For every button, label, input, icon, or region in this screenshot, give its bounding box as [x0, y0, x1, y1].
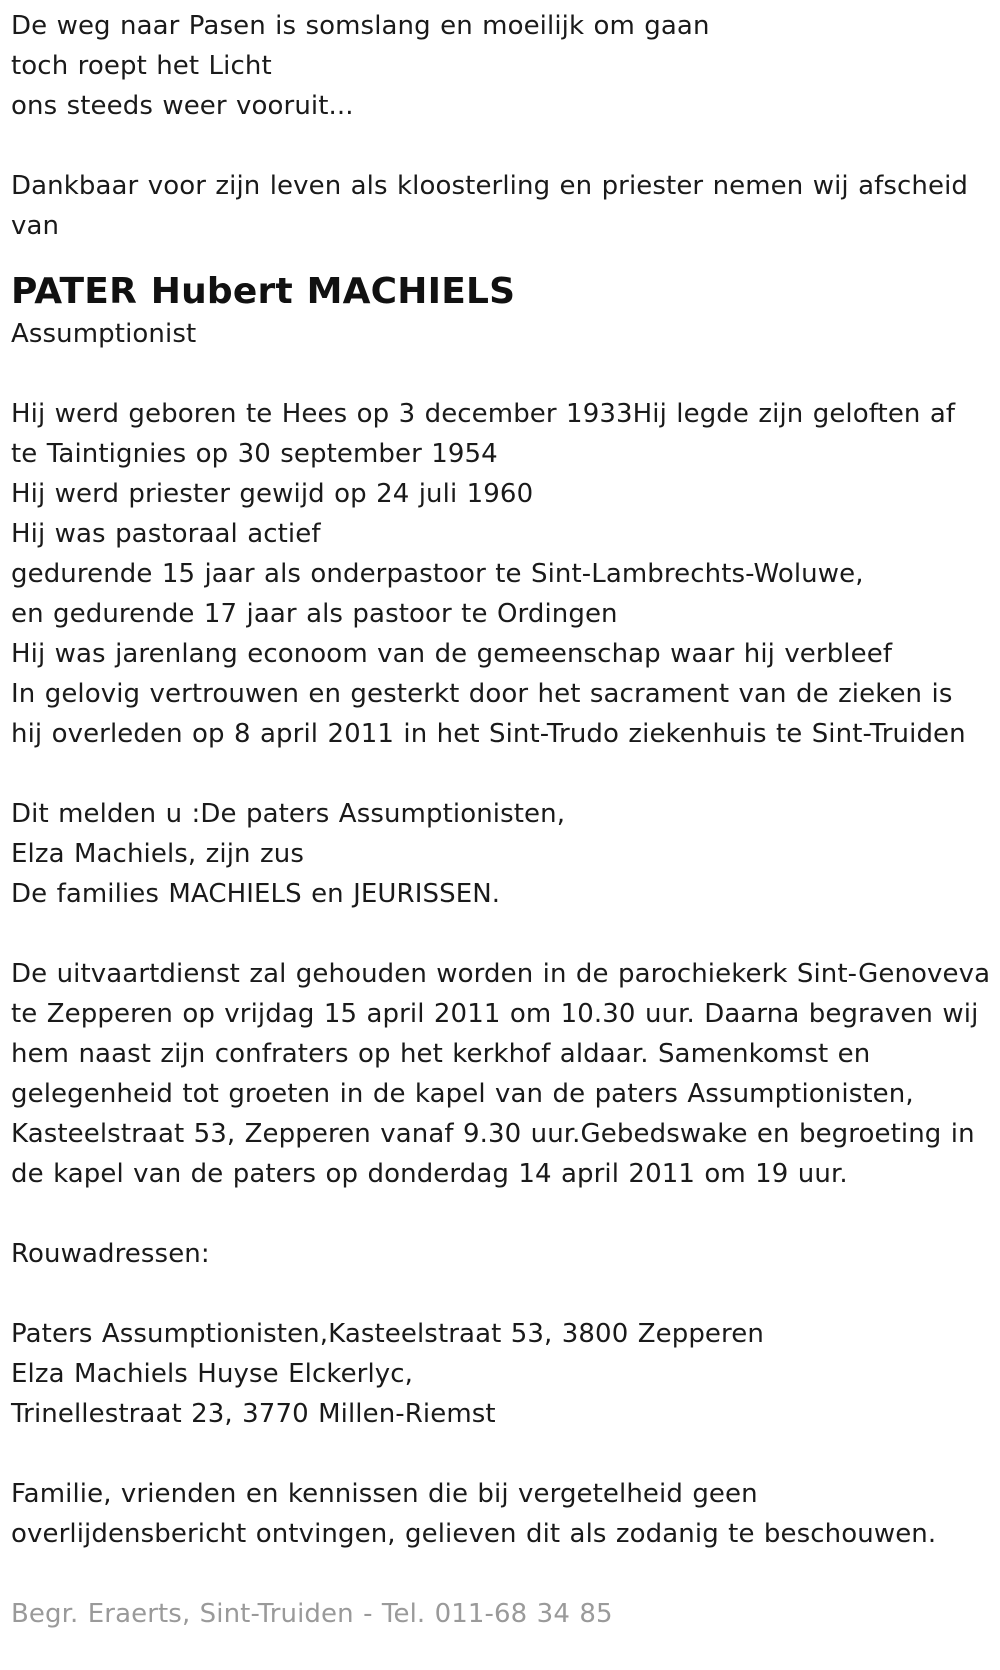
- biography-line: hij overleden op 8 april 2011 in het Sint-Trudo ziekenhuis te Sint-Truiden: [11, 719, 966, 749]
- address-line: Paters Assumptionisten,Kasteelstraat 53, 3800 Zepperen: [11, 1319, 764, 1349]
- biography-line: In gelovig vertrouwen en gesterkt door het sacrament van de zieken is: [11, 679, 953, 709]
- notice-line: Familie, vrienden en kennissen die bij vergetelheid geen: [11, 1479, 758, 1509]
- announcement-line: van: [11, 211, 60, 241]
- condolence-addresses: [11, 1234, 996, 1434]
- mourners-line: Dit melden u :De paters Assumptionisten,: [11, 799, 566, 829]
- funeral-line: gelegenheid tot groeten in de kapel van de paters Assumptionisten,: [11, 1079, 914, 1109]
- intro-line: De weg naar Pasen is somslang en moeilijk om gaan: [11, 11, 710, 41]
- biography-line: Hij werd priester gewijd op 24 juli 1960: [11, 479, 534, 509]
- funeral-home-footer: Begr. Eraerts, Sint-Truiden - Tel. 011-68 34 85: [11, 1599, 613, 1629]
- funeral-line: te Zepperen op vrijdag 15 april 2011 om 10.30 uur. Daarna begraven wij: [11, 999, 979, 1029]
- funeral-line: De uitvaartdienst zal gehouden worden in de parochiekerk Sint-Genoveva: [11, 959, 991, 989]
- notice: [11, 1474, 996, 1554]
- funeral-line: de kapel van de paters op donderdag 14 april 2011 om 19 uur.: [11, 1159, 848, 1189]
- address-line: Trinellestraat 23, 3770 Millen-Riemst: [11, 1399, 496, 1429]
- biography-line: Hij was pastoraal actief: [11, 519, 321, 549]
- spacer: [11, 126, 996, 166]
- notice-line: overlijdensbericht ontvingen, gelieven dit als zodanig te beschouwen.: [11, 1519, 937, 1549]
- announcement-line: Dankbaar voor zijn leven als kloosterling en priester nemen wij afscheid: [11, 171, 969, 201]
- biography: [11, 394, 996, 754]
- spacer: [11, 1554, 996, 1594]
- biography-line: te Taintignies op 30 september 1954: [11, 439, 498, 469]
- intro-verse: [11, 6, 996, 126]
- funeral-line: hem naast zijn confraters op het kerkhof aldaar. Samenkomst en: [11, 1039, 871, 1069]
- obituary-document: [11, 6, 996, 1634]
- deceased-name: PATER Hubert MACHIELS: [11, 271, 516, 312]
- spacer: [11, 914, 996, 954]
- spacer: [11, 1434, 996, 1474]
- deceased-block: [11, 270, 996, 354]
- intro-line: toch roept het Licht: [11, 51, 272, 81]
- biography-line: Hij was jarenlang econoom van de gemeenschap waar hij verbleef: [11, 639, 893, 669]
- funeral-line: Kasteelstraat 53, Zepperen vanaf 9.30 uur.Gebedswake en begroeting in: [11, 1119, 975, 1149]
- spacer: [11, 754, 996, 794]
- funeral-details: [11, 954, 996, 1194]
- mourners-line: De families MACHIELS en JEURISSEN.: [11, 879, 501, 909]
- spacer: [11, 1194, 996, 1234]
- mourners-line: Elza Machiels, zijn zus: [11, 839, 304, 869]
- address-line: Elza Machiels Huyse Elckerlyc,: [11, 1359, 414, 1389]
- biography-line: en gedurende 17 jaar als pastoor te Ordingen: [11, 599, 618, 629]
- announcement: [11, 166, 996, 246]
- intro-line: ons steeds weer vooruit...: [11, 91, 354, 121]
- biography-line: Hij werd geboren te Hees op 3 december 1933Hij legde zijn geloften af: [11, 399, 956, 429]
- spacer: [11, 354, 996, 394]
- deceased-title: Assumptionist: [11, 319, 197, 349]
- biography-line: gedurende 15 jaar als onderpastoor te Sint-Lambrechts-Woluwe,: [11, 559, 864, 589]
- spacer: [11, 1274, 996, 1314]
- spacer: [11, 246, 996, 270]
- addresses-heading: Rouwadressen:: [11, 1239, 210, 1269]
- mourners: [11, 794, 996, 914]
